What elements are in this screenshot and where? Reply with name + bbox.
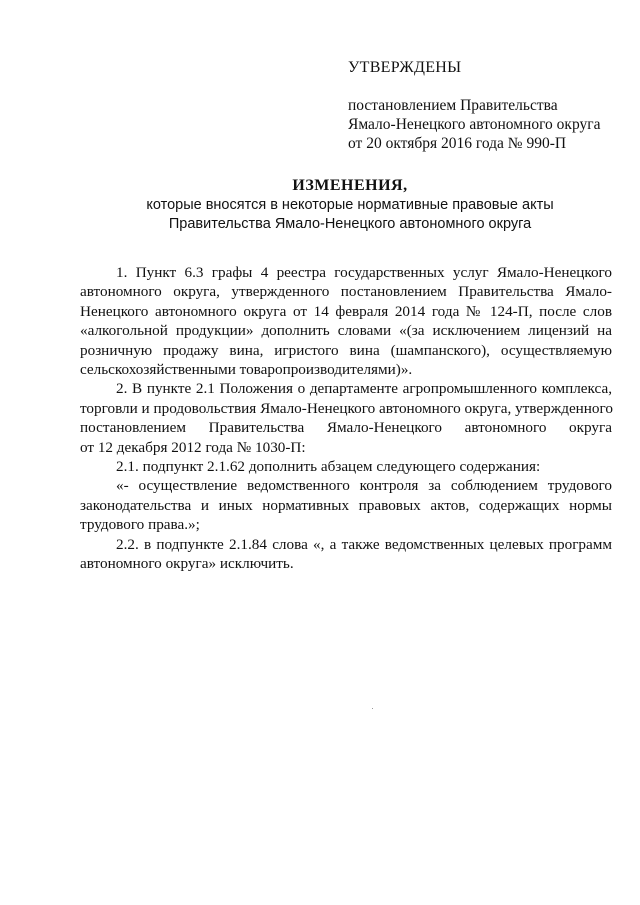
- paragraph-2-line: от 12 декабря 2012 года № 1030-П:: [80, 438, 306, 456]
- quoted-paragraph-line: законодательства и иных нормативных правовых актов, содержащих нормы: [80, 496, 612, 514]
- paragraph-1-line: «алкогольной продукции» дополнить словами «(за исключением лицензий на: [80, 322, 612, 340]
- document-title-block: [60, 176, 640, 234]
- paragraph-1-line: сельскохозяйственными товаропроизводителями)».: [80, 361, 413, 379]
- paragraph-2-2-line: автономного округа» исключить.: [80, 555, 294, 573]
- document-subtitle-line: которые вносятся в некоторые нормативные правовые акты: [146, 197, 554, 213]
- paragraph-2-line: торговли и продовольствия Ямало-Ненецкого автономного округа, утвержденного: [80, 399, 613, 417]
- approval-block: [348, 58, 633, 153]
- paragraph-1-line: автономного округа, утвержденного постановлением Правительства Ямало-: [80, 283, 612, 301]
- document-body: [80, 263, 612, 574]
- quoted-paragraph-line: трудового права.»;: [80, 516, 200, 534]
- approval-line: постановлением Правительства: [348, 97, 558, 114]
- approval-heading: УТВЕРЖДЕНЫ: [348, 59, 462, 76]
- scan-speck: [372, 708, 373, 709]
- paragraph-1-line: розничную продажу вина, игристого вина (шампанского), осуществляемую: [80, 341, 612, 359]
- paragraph-1-line: 1. Пункт 6.3 графы 4 реестра государственных услуг Ямало-Ненецкого: [116, 264, 612, 281]
- approval-line: от 20 октября 2016 года № 990-П: [348, 135, 567, 152]
- paragraph-1-line: Ненецкого автономного округа от 14 февраля 2014 года № 124-П, после слов: [80, 302, 612, 320]
- paragraph-2-1-line: 2.1. подпункт 2.1.62 дополнить абзацем следующего содержания:: [116, 458, 541, 476]
- approval-line: Ямало-Ненецкого автономного округа: [348, 116, 601, 133]
- document-title: ИЗМЕНЕНИЯ,: [292, 177, 408, 194]
- quoted-paragraph-line: «- осуществление ведомственного контроля за соблюдением трудового: [116, 477, 612, 495]
- paragraph-2-2-line: 2.2. в подпункте 2.1.84 слова «, а также ведомственных целевых программ: [116, 535, 612, 553]
- paragraph-2-line: 2. В пункте 2.1 Положения о департаменте агропромышленного комплекса,: [116, 380, 612, 398]
- paragraph-2-line: постановлением Правительства Ямало-Ненецкого автономного округа: [80, 419, 612, 437]
- document-subtitle-line: Правительства Ямало-Ненецкого автономного округа: [168, 216, 532, 232]
